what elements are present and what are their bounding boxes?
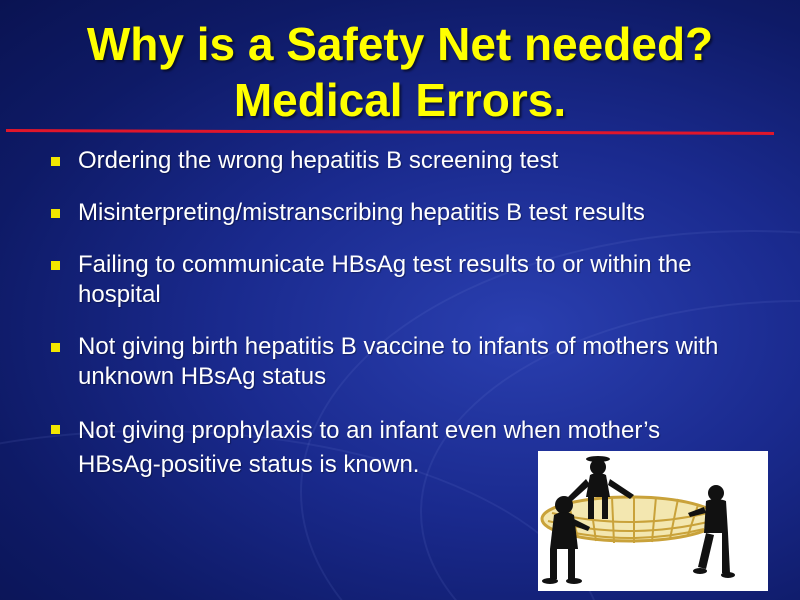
bullet-text: Not giving prophylaxis to an infant even when mother’s HBsAg-positive status is known. xyxy=(78,417,661,478)
safety-net-figures-clipart-icon xyxy=(538,451,768,591)
bullet-item xyxy=(48,250,748,310)
slide-title xyxy=(0,16,800,128)
title-divider xyxy=(6,129,774,135)
square-bullet-icon xyxy=(51,209,60,218)
square-bullet-icon xyxy=(51,261,60,270)
bullet-text: Failing to communicate HBsAg test results to or within the hospital xyxy=(78,251,692,308)
title-line-2: Medical Errors. xyxy=(233,74,567,126)
bullet-item xyxy=(48,198,748,228)
square-bullet-icon xyxy=(51,425,60,434)
bullet-text: Not giving birth hepatitis B vaccine to infants of mothers with unknown HBsAg status xyxy=(78,333,719,390)
bullet-item xyxy=(48,146,748,176)
square-bullet-icon xyxy=(51,157,60,166)
safety-net-svg xyxy=(538,451,768,591)
bullet-text: Ordering the wrong hepatitis B screening test xyxy=(78,147,559,174)
title-line-1: Why is a Safety Net needed? xyxy=(86,18,714,70)
square-bullet-icon xyxy=(51,343,60,352)
bullet-item xyxy=(48,332,748,392)
bullet-text: Misinterpreting/mistranscribing hepatitis B test results xyxy=(78,199,645,226)
